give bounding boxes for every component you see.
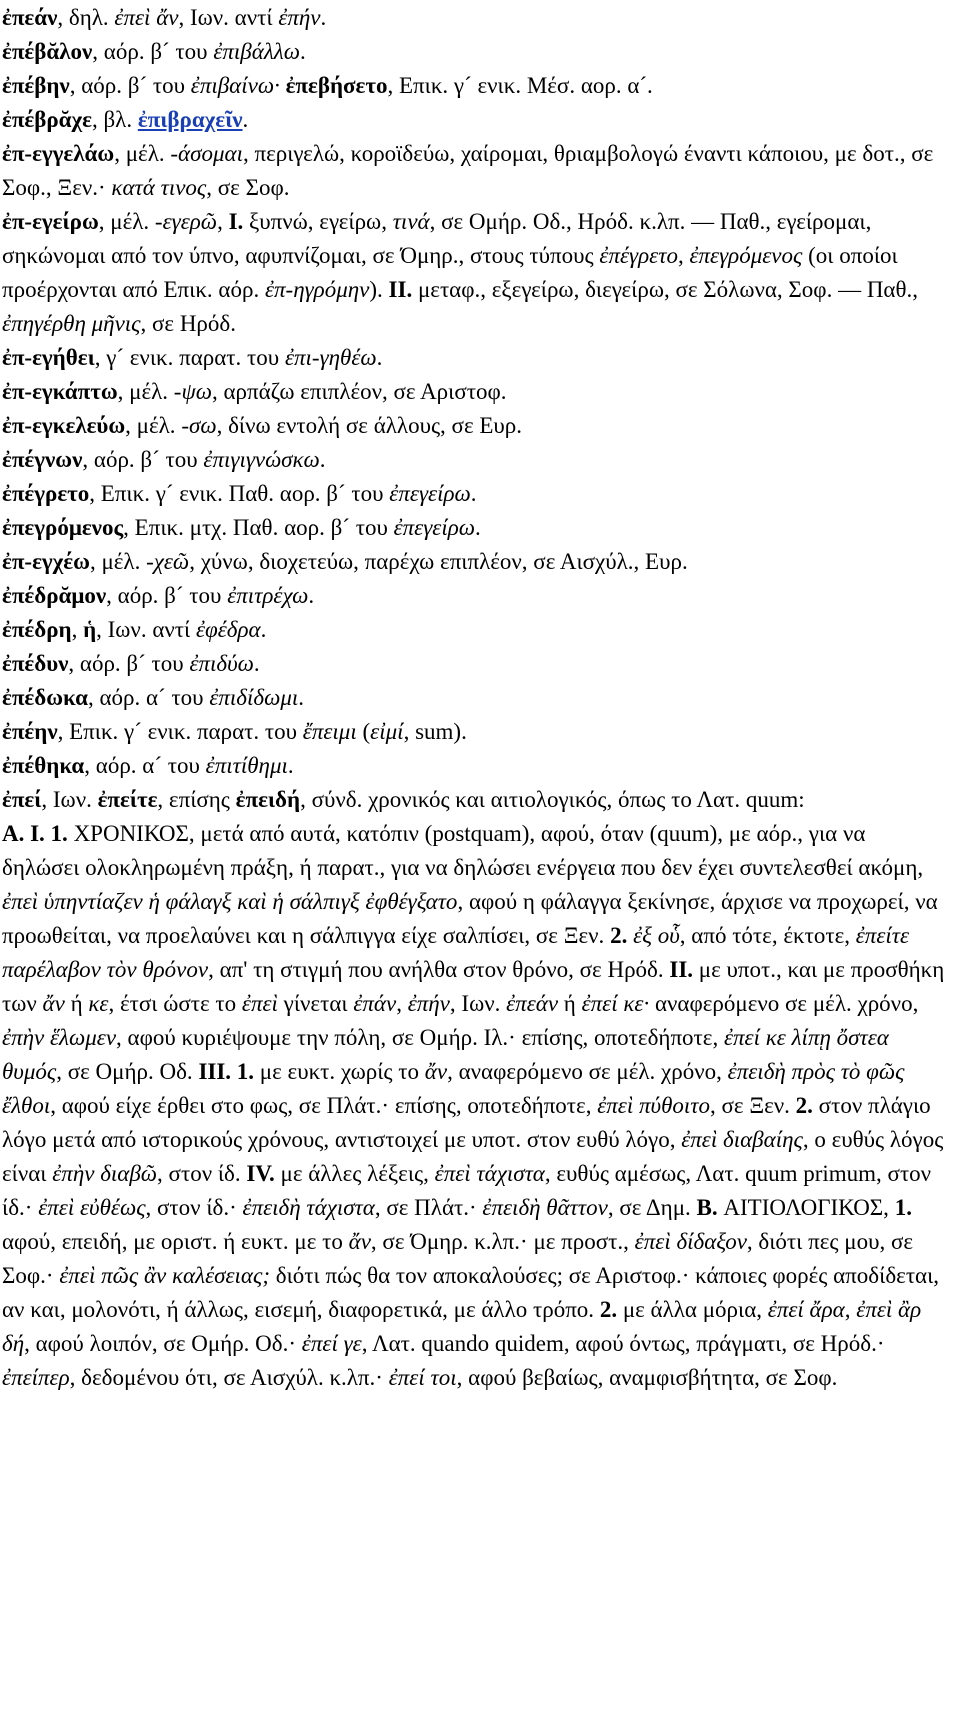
entry-text: , αόρ. β´ του xyxy=(106,583,228,608)
entry-text: ). xyxy=(369,277,389,302)
greek-form: ἐπεάν xyxy=(506,991,559,1016)
entry-text: , δηλ. xyxy=(57,5,115,30)
headword: ἐπείτε xyxy=(97,787,158,812)
headword: ἐπέγρετο xyxy=(2,481,90,506)
greek-form: ἐπείπερ xyxy=(2,1365,70,1390)
entry-text: . xyxy=(287,753,294,778)
greek-form: ἐπάν xyxy=(353,991,397,1016)
dictionary-entry xyxy=(2,35,946,69)
entry-text: . xyxy=(308,583,315,608)
greek-form: -χεῶ xyxy=(146,549,190,574)
entry-text: , σε Σοφ. xyxy=(206,175,290,200)
headword: ἐπέην xyxy=(2,719,58,744)
greek-form: ἐπεί ἄρα xyxy=(767,1297,845,1322)
entry-text: , περιγελώ, κοροϊδεύω, χαίρομαι, θριαμβολογώ έναντι κάποιου, με δοτ., σε Σοφ., Ξεν.· xyxy=(2,141,934,200)
headword: ἐπεβήσετο xyxy=(285,73,388,98)
entry-text: διότι πώς θα τον αποκαλούσες; σε Αριστοφ.· κάποιες φορές αποδίδεται, αν και, μολονότι, ή άλλως, εισεμή, διαφορετικά, με άλλο τρόπο. xyxy=(2,1263,940,1322)
greek-form: ἐπηγέρθη μῆνις xyxy=(2,311,141,336)
entry-text: , μέλ. xyxy=(117,379,174,404)
headword: ἐπέβᾰλον xyxy=(2,39,93,64)
greek-form: ἐπεὶ δίδαξον xyxy=(634,1229,747,1254)
entry-text: , αόρ. α´ του xyxy=(84,753,206,778)
dictionary-entry xyxy=(2,613,946,647)
entry-text: , ευθύς αμέσως, Λατ. quum primum, στον ίδ.· xyxy=(2,1161,932,1220)
headword: 1. xyxy=(894,1195,912,1220)
entry-text: . xyxy=(470,481,477,506)
greek-form: ἐπεὶ xyxy=(241,991,278,1016)
entry-text: , μέλ. xyxy=(125,413,182,438)
entry-text: . xyxy=(253,651,260,676)
headword: ἐπ-εγήθει xyxy=(2,345,95,370)
entry-text: , Επικ. γ´ ενικ. Παθ. αορ. β´ του xyxy=(89,481,390,506)
entry-text: , αόρ. β´ του xyxy=(82,447,204,472)
entry-text: , έτσι ώστε το xyxy=(108,991,242,1016)
entry-text: , μέλ. xyxy=(89,549,147,574)
greek-form: ἐπιβάλλω xyxy=(213,39,300,64)
headword: 2. xyxy=(599,1297,618,1322)
greek-form: ἐπεὶ εὐθέως xyxy=(38,1195,146,1220)
greek-form: ἐπεγείρω xyxy=(393,515,476,540)
entry-text: μεταφ., εξεγείρω, διεγείρω, σε Σόλωνα, Σοφ. — Παθ., xyxy=(412,277,919,302)
headword: B. xyxy=(696,1195,718,1220)
greek-form: ἄν xyxy=(42,991,65,1016)
greek-form: ἐπεὶ ἄν xyxy=(114,5,179,30)
entry-text: , αφού βεβαίως, αναμφισβήτητα, σε Σοφ. xyxy=(456,1365,838,1390)
dictionary-entry xyxy=(2,341,946,375)
entry-text: , σε Ξεν. xyxy=(710,1093,796,1118)
greek-form: ἐπειδὴ πρὸς τὸ φῶς ἔλθοι xyxy=(2,1059,905,1118)
headword: ἐπέδυν xyxy=(2,651,69,676)
greek-form: -ψω xyxy=(173,379,212,404)
entry-text: , αφού είχε έρθει στο φως, σε Πλάτ.· επίσης, οποτεδήποτε, xyxy=(50,1093,598,1118)
greek-form: ἐπεγείρω xyxy=(389,481,471,506)
entry-text: , Λατ. quando quidem, αφού όντως, πράγματι, σε Ηρόδ.· xyxy=(361,1331,885,1356)
entry-text: ΑΙΤΙΟΛΟΓΙΚΟΣ, xyxy=(717,1195,895,1220)
entry-text: , απ' τη στιγμή που ανήλθα στον θρόνο, σε Ηρόδ. xyxy=(208,957,670,982)
greek-form: κε xyxy=(88,991,109,1016)
greek-form: ἐπεί κε λίπῃ ὄστεα θυμός xyxy=(2,1025,889,1084)
headword: II. xyxy=(388,277,413,302)
entry-text: , Ιων. xyxy=(449,991,507,1016)
entry-text: με υποτ., και με προσθήκη των xyxy=(2,957,945,1016)
entry-text: . xyxy=(298,685,305,710)
headword: ἐπ-εγείρω xyxy=(2,209,99,234)
cross-reference-link[interactable]: ἐπιβραχεῖν xyxy=(137,107,243,132)
entry-text: , αόρ. β´ του xyxy=(68,651,190,676)
entry-text: (οι οποίοι προέρχονται από Επικ. αόρ. xyxy=(2,243,898,302)
entry-text: , επίσης xyxy=(157,787,236,812)
greek-form: κατά τινος xyxy=(111,175,207,200)
dictionary-entry xyxy=(2,579,946,613)
entry-text: , Ιων. αντί xyxy=(96,617,196,642)
entry-text: , xyxy=(844,1297,857,1322)
entry-text: , βλ. xyxy=(91,107,138,132)
entry-text: , στον ίδ.· xyxy=(145,1195,243,1220)
entry-text: , σε Δημ. xyxy=(607,1195,697,1220)
entry-text: , Επικ. μτχ. Παθ. αορ. β´ του xyxy=(123,515,394,540)
greek-form: ἐπιδύω xyxy=(189,651,254,676)
entry-text: με άλλα μόρια, xyxy=(617,1297,768,1322)
entry-text: , αόρ. β´ του xyxy=(69,73,191,98)
entry-text: . xyxy=(260,617,267,642)
dictionary-entry xyxy=(2,1,946,35)
headword: ἡ xyxy=(83,617,97,642)
greek-form: ἐπήν xyxy=(278,5,321,30)
greek-form: ἔπειμι xyxy=(302,719,357,744)
greek-form: ἐπεὶ πύθοιτο xyxy=(597,1093,711,1118)
entry-text: ξυπνώ, εγείρω, xyxy=(243,209,393,234)
entry-text: αναφερόμενο σε μέλ. χρόνο, xyxy=(649,991,919,1016)
entry-text: . xyxy=(475,515,481,540)
headword: A. I. 1. xyxy=(2,821,68,846)
entry-text: . xyxy=(320,5,327,30)
entry-text: με άλλες λέξεις, xyxy=(274,1161,435,1186)
entry-text: με ευκτ. χωρίς το xyxy=(254,1059,425,1084)
entry-text: , xyxy=(71,617,84,642)
greek-form: ἐπεὶ ὑπηντίαζεν ἡ φάλαγξ καὶ ἡ σάλπιγξ ἐφθέγξατο xyxy=(2,889,458,914)
greek-form: -εγερῶ xyxy=(154,209,218,234)
greek-form: -σω xyxy=(181,413,217,438)
greek-form: ἐπεί γε xyxy=(301,1331,362,1356)
greek-form: ἐξ οὗ xyxy=(633,923,680,948)
entry-text: ή xyxy=(64,991,89,1016)
greek-form: ἐπήν xyxy=(407,991,450,1016)
entry-text: . xyxy=(376,345,383,370)
entry-text: . xyxy=(319,447,326,472)
entry-text: , αναφερόμενο σε μέλ. χρόνο, xyxy=(447,1059,728,1084)
headword: ἐπ-εγγελάω xyxy=(2,141,115,166)
headword: ἐπέβρᾰχε xyxy=(2,107,92,132)
entry-text: ή xyxy=(558,991,582,1016)
entry-text: , αόρ. β´ του xyxy=(92,39,214,64)
entry-text: , Ιων. αντί xyxy=(178,5,279,30)
entry-text: , Ιων. xyxy=(41,787,98,812)
greek-form: ἐπέγρετο xyxy=(599,243,678,268)
entry-text: , από τότε, έκτοτε, xyxy=(679,923,856,948)
headword: ἐπέδρη xyxy=(2,617,72,642)
greek-form: ἐφέδρα xyxy=(195,617,261,642)
headword: ἐπέδρᾰμον xyxy=(2,583,107,608)
entry-text: , Επικ. γ´ ενικ. παρατ. του xyxy=(57,719,303,744)
dictionary-entry xyxy=(2,545,946,579)
headword: ἐπ-εγκελεύω xyxy=(2,413,126,438)
entry-text: στον πλάγιο λόγο μετά από ιστορικούς χρόνους, αντιστοιχεί με υποτ. στον ευθύ λόγο, xyxy=(2,1093,931,1152)
entry-text: , δίνω εντολή σε άλλους, σε Ευρ. xyxy=(216,413,523,438)
entry-text: , σε Ομήρ. Οδ. xyxy=(56,1059,199,1084)
entry-text: , δεδομένου ότι, σε Αισχύλ. κ.λπ.· xyxy=(69,1365,389,1390)
entry-text: , xyxy=(677,243,690,268)
dictionary-entry xyxy=(2,477,946,511)
greek-form: ἐπιγιγνώσκω xyxy=(203,447,320,472)
greek-form: ἐπὴν ἕλωμεν xyxy=(2,1025,117,1050)
greek-form: ἐπεὶ ἂρ δή xyxy=(2,1297,922,1356)
headword: 2. xyxy=(610,923,628,948)
greek-form: ἐπιτίθημι xyxy=(205,753,288,778)
entry-text: , αφού λοιπόν, σε Ομήρ. Οδ.· xyxy=(24,1331,302,1356)
dictionary-entry xyxy=(2,205,946,341)
greek-form: εἰμί xyxy=(370,719,404,744)
greek-form: ἐπεὶ τάχιστα xyxy=(434,1161,545,1186)
entry-text: , xyxy=(217,209,229,234)
entry-text: , σύνδ. χρονικός και αιτιολογικός, όπως το Λατ. quum: xyxy=(300,787,805,812)
headword: II. xyxy=(669,957,694,982)
greek-form: ἐπειδὴ τάχιστα xyxy=(242,1195,375,1220)
entry-text: , χύνω, διοχετεύω, παρέχω επιπλέον, σε Αισχύλ., Ευρ. xyxy=(189,549,688,574)
headword: ἐπέθηκα xyxy=(2,753,85,778)
entry-text: , σε Ομήρ. Οδ., Ηρόδ. κ.λπ. — Παθ., εγείρομαι, σηκώνομαι από τον ύπνο, αφυπνίζομαι, σε Όμηρ., στους τύπους xyxy=(2,209,872,268)
headword: ἐπεί xyxy=(2,787,42,812)
greek-form: ἐπεὶ διαβαίης xyxy=(681,1127,803,1152)
entry-text: , στον ίδ. xyxy=(157,1161,247,1186)
greek-form: ἐπιδίδωμι xyxy=(209,685,299,710)
entry-text: , αφού η φάλαγγα ξεκίνησε, άρχισε να προχωρεί, να προωθείται, να προελαύνει και η σάλπιγγα είχε σαλπίσει, σε Ξεν. xyxy=(2,889,938,948)
dictionary-entry xyxy=(2,817,946,1395)
headword: IV. xyxy=(246,1161,275,1186)
entry-text: , σε Ηρόδ. xyxy=(140,311,236,336)
dictionary-entry xyxy=(2,647,946,681)
headword: ἐπεάν xyxy=(2,5,58,30)
headword: ἐπέδωκα xyxy=(2,685,88,710)
greek-form: ἐπιβαίνω· xyxy=(190,73,280,98)
dictionary-entry xyxy=(2,409,946,443)
dictionary-entry xyxy=(2,69,946,103)
dictionary-entry xyxy=(2,511,946,545)
greek-form: ἄν xyxy=(424,1059,448,1084)
dictionary-entry xyxy=(2,783,946,817)
entry-text: , αόρ. α´ του xyxy=(87,685,210,710)
entry-text: , sum). xyxy=(403,719,467,744)
greek-form: ἐπεὶ πῶς ἂν καλέσειας; xyxy=(59,1263,270,1288)
headword: III. 1. xyxy=(198,1059,255,1084)
greek-form: ἐπι-γηθέω xyxy=(284,345,377,370)
greek-form: ἐπεί τοι xyxy=(388,1365,457,1390)
dictionary-entry xyxy=(2,749,946,783)
headword: I. xyxy=(228,209,244,234)
greek-form: ἐπὴν διαβῶ xyxy=(52,1161,158,1186)
entry-text: αφού, επειδή, με οριστ. ή ευκτ. με το xyxy=(2,1229,349,1254)
headword: ἐπ-εγχέω xyxy=(2,549,90,574)
greek-form: ἐπείτε παρέλαβον τὸν θρόνον xyxy=(2,923,910,982)
entry-text: , μέλ. xyxy=(98,209,155,234)
greek-form: ἐπειδὴ θᾶττον xyxy=(482,1195,608,1220)
dictionary-entry xyxy=(2,681,946,715)
greek-form: -άσομαι xyxy=(170,141,243,166)
entry-text: γίνεται xyxy=(277,991,354,1016)
entry-text: ( xyxy=(356,719,371,744)
entry-text: , σε Όμηρ. κ.λπ.· με προστ., xyxy=(370,1229,635,1254)
greek-form: ἐπιτρέχω xyxy=(227,583,309,608)
entry-text: , γ´ ενικ. παρατ. του xyxy=(94,345,285,370)
entry-text: . xyxy=(300,39,306,64)
entry-text: . xyxy=(242,107,249,132)
dictionary-entry xyxy=(2,137,946,205)
headword: ἐπέγνων xyxy=(2,447,83,472)
headword: ἐπέβην xyxy=(2,73,70,98)
dictionary-entry xyxy=(2,715,946,749)
entry-text: ΧΡΟΝΙΚΟΣ, μετά από αυτά, κατόπιν (postquam), αφού, όταν (quum), με αόρ., για να δηλώσει ολοκληρωμένη πράξη, ή παρατ., για να δηλώσει ενέργεια που δεν έχει συντελεσθεί ακόμη, xyxy=(2,821,924,880)
entry-text: , σε Πλάτ.· xyxy=(374,1195,483,1220)
dictionary-entry xyxy=(2,443,946,477)
headword: 2. xyxy=(795,1093,813,1118)
headword: ἐπ-εγκάπτω xyxy=(2,379,118,404)
entry-text: , αφού κυριέψουμε την πόλη, σε Ομήρ. Ιλ.· επίσης, οποτεδήποτε, xyxy=(116,1025,724,1050)
greek-form: τινά xyxy=(392,209,430,234)
greek-form: ἄν xyxy=(348,1229,371,1254)
dictionary-entry xyxy=(2,375,946,409)
entry-text: , μέλ. xyxy=(114,141,171,166)
entry-text: , xyxy=(396,991,408,1016)
headword: ἐπεγρόμενος xyxy=(2,515,124,540)
entry-text: , ο ευθύς λόγος είναι xyxy=(2,1127,944,1186)
greek-form: ἐπεγρόμενος xyxy=(689,243,803,268)
entry-text: , αρπάζω επιπλέον, σε Αριστοφ. xyxy=(211,379,507,404)
headword: ἐπειδή xyxy=(235,787,301,812)
entry-text: , διότι πες μου, σε Σοφ.· xyxy=(2,1229,914,1288)
entry-text: , Επικ. γ´ ενικ. Μέσ. αορ. α´. xyxy=(387,73,653,98)
greek-form: ἐπ-ηγρόμην xyxy=(264,277,370,302)
greek-form: ἐπεί κε· xyxy=(581,991,650,1016)
dictionary-entry xyxy=(2,103,946,137)
